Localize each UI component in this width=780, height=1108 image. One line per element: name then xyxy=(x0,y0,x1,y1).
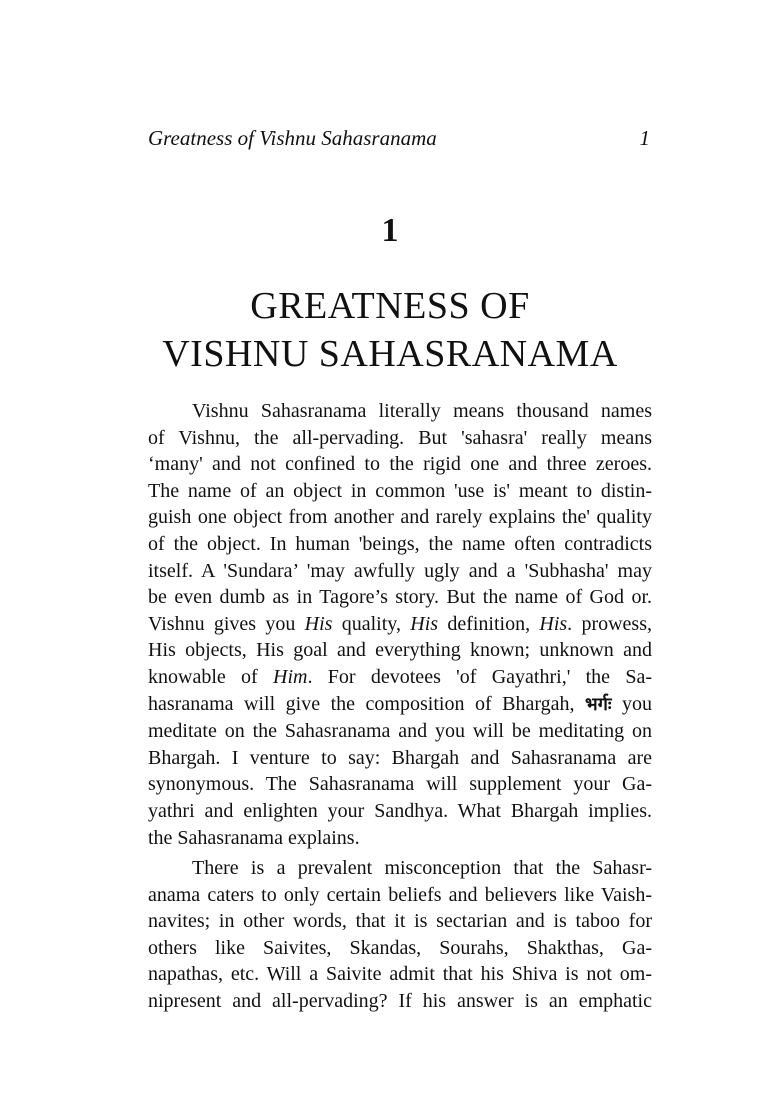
text-line: Vishnu Sahasranama literally means thousand names xyxy=(192,400,652,422)
text-line: others like Saivites, Skandas, Sourahs, Shakthas, Ga- xyxy=(148,936,652,959)
chapter-title-line: VISHNU SAHASRANAMA xyxy=(162,333,618,375)
text-line: meditate on the Sahasranama and you will be meditating on xyxy=(148,720,652,743)
text-line: There is a prevalent misconception that the Sahasr- xyxy=(192,857,652,880)
text-line: anama caters to only certain beliefs and believers like Vaish- xyxy=(148,883,652,906)
text-line: of Vishnu, the all-pervading. But 'sahasra' really means xyxy=(148,426,652,449)
text-line: of the object. In human 'beings, the name often contradicts xyxy=(148,532,652,555)
chapter-title xyxy=(0,282,780,378)
chapter-number: 1 xyxy=(381,212,399,249)
text-line: Vishnu gives you His quality, His definition, His. prowess, xyxy=(148,612,652,635)
paragraph xyxy=(148,398,652,851)
text-line: ‘many' and not confined to the rigid one and three zeroes. xyxy=(148,453,652,476)
text-line: guish one object from another and rarely explains the' quality xyxy=(148,506,652,529)
text-line: hasranama will give the composition of Bhargah, भर्गः you xyxy=(148,692,652,715)
text-line: napathas, etc. Will a Saivite admit that his Shiva is not om- xyxy=(148,963,652,986)
running-title: Greatness of Vishnu Sahasranama xyxy=(148,126,437,150)
text-line: be even dumb as in Tagore’s story. But the name of God or. xyxy=(148,586,652,609)
text-line: Bhargah. I venture to say: Bhargah and Sahasranama are xyxy=(148,746,652,769)
page-number: 1 xyxy=(639,126,650,150)
text-line: itself. A 'Sundara’ 'may awfully ugly and a 'Subhasha' may xyxy=(148,559,652,582)
running-head xyxy=(148,126,652,156)
text-line: His objects, His goal and everything known; unknown and xyxy=(148,639,652,662)
chapter-title-line: GREATNESS OF xyxy=(250,285,530,327)
text-line: nipresent and all-pervading? If his answer is an emphatic xyxy=(148,990,652,1013)
body-text xyxy=(148,398,652,1015)
text-line: knowable of Him. For devotees 'of Gayathri,' the Sa- xyxy=(148,665,652,688)
text-line: the Sahasranama explains. xyxy=(148,826,360,849)
text-line: yathri and enlighten your Sandhya. What Bhargah implies. xyxy=(148,799,652,822)
text-line: navites; in other words, that it is sectarian and is taboo for xyxy=(148,910,652,933)
paragraph xyxy=(148,855,652,1015)
text-line: synonymous. The Sahasranama will supplement your Ga- xyxy=(148,773,652,796)
text-line: The name of an object in common 'use is' meant to distin- xyxy=(148,479,652,502)
